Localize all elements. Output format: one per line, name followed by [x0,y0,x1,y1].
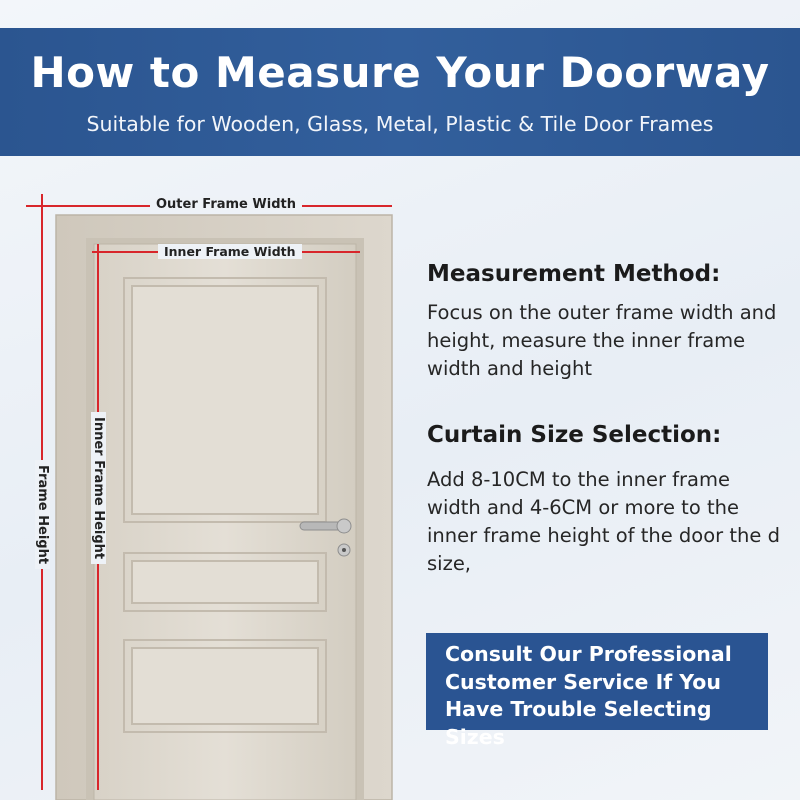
frame-height-label: Frame Height [35,460,50,569]
page-title: How to Measure Your Doorway [30,48,770,97]
method-heading: Measurement Method: [427,261,721,287]
selection-heading: Curtain Size Selection: [427,422,722,448]
cta-line-3: Have Trouble Selecting Sizes [445,697,712,749]
method-text: Focus on the outer frame width and height, measure the inner frame width and height [427,301,777,380]
cta-line-2: Customer Service If You [445,669,721,694]
inner-frame-height-label: Inner Frame Height [91,412,106,564]
page-subtitle: Suitable for Wooden, Glass, Metal, Plastic & Tile Door Frames [86,112,714,136]
outer-frame-width-label: Outer Frame Width [150,197,302,212]
inner-frame-width-label: Inner Frame Width [158,244,302,259]
selection-text: Add 8-10CM to the inner frame width and 4-6CM or more to the inner frame height of the door the d size, [427,468,780,575]
cta-line-1: Consult Our Professional [445,642,732,666]
consult-service-banner [426,633,768,749]
